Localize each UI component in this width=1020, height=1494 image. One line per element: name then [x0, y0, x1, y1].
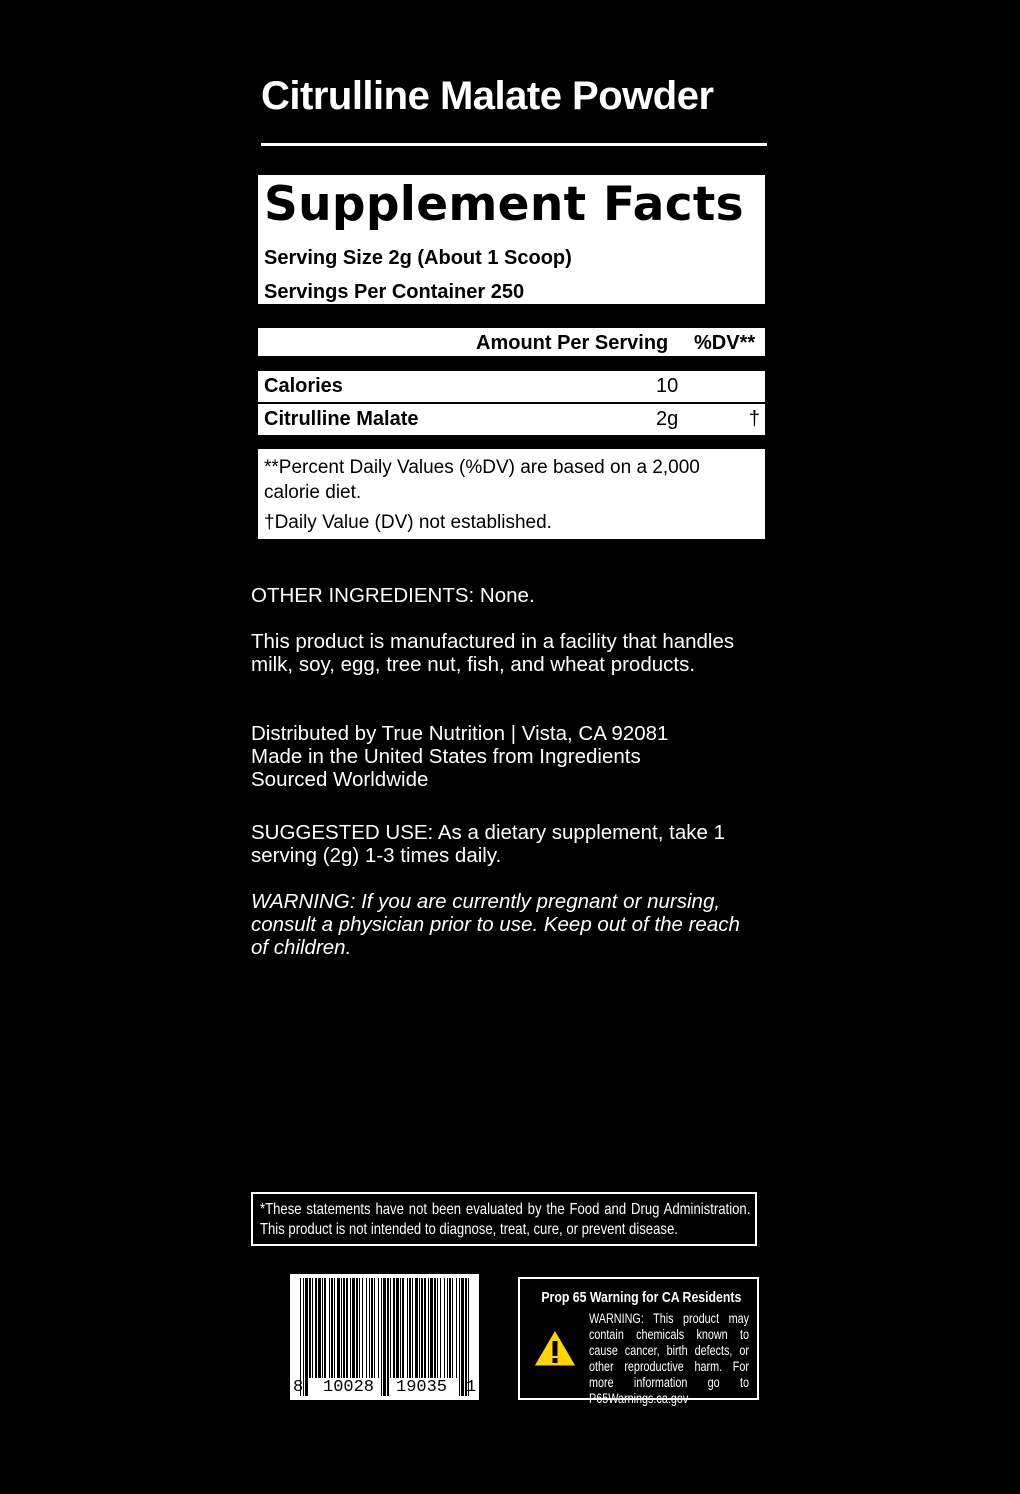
- barcode-bar: [461, 1278, 464, 1396]
- allergen-statement: This product is manufactured in a facility that handles milk, soy, egg, tree nut, fish, and wheat products.: [251, 630, 735, 676]
- barcode-bar: [421, 1278, 423, 1378]
- barcode-bar: [447, 1278, 448, 1378]
- nutrient-table: [258, 371, 765, 435]
- barcode: [290, 1274, 479, 1400]
- barcode-bar: [409, 1278, 411, 1378]
- fda-disclaimer-text: *These statements have not been evaluated by the Food and Drug Administration. This product is not intended to diagnose, treat, cure, or prevent disease.: [260, 1201, 751, 1238]
- barcode-bar: [374, 1278, 375, 1378]
- barcode-bar: [318, 1278, 321, 1378]
- barcode-group-2: 19035: [396, 1378, 448, 1397]
- barcode-bar: [324, 1278, 326, 1378]
- barcode-bar: [428, 1278, 429, 1378]
- barcode-bar: [362, 1278, 363, 1378]
- distributor-line: Distributed by True Nutrition | Vista, CA 92081: [251, 722, 669, 745]
- other-ingredients: OTHER INGREDIENTS: None.: [251, 584, 535, 607]
- barcode-bar: [352, 1278, 355, 1378]
- nutrient-name: Citrulline Malate: [264, 408, 419, 430]
- barcode-bar: [305, 1278, 308, 1396]
- fda-disclaimer-box: [251, 1192, 757, 1246]
- barcode-bar: [387, 1278, 389, 1396]
- barcode-bar: [444, 1278, 445, 1378]
- warning-statement: WARNING: If you are currently pregnant or nursing, consult a physician prior to use. Keep out of the reach of children.: [251, 890, 740, 959]
- nutrient-row: [258, 404, 765, 435]
- barcode-bar: [390, 1278, 391, 1378]
- prop65-warning-box: [518, 1277, 759, 1406]
- barcode-bar: [378, 1278, 379, 1378]
- barcode-bar: [341, 1278, 342, 1378]
- barcode-bar: [412, 1278, 413, 1378]
- barcode-bar: [415, 1278, 418, 1378]
- barcode-bar: [309, 1278, 311, 1378]
- barcode-bar: [393, 1278, 395, 1378]
- daily-value-footnote: **Percent Daily Values (%DV) are based on a 2,000 calorie diet.: [264, 457, 700, 503]
- prop65-text: WARNING: This product may contain chemicals known to cause cancer, birth defects, or other reproductive harm. For more information go to P65Warnings.ca.gov: [589, 1311, 749, 1406]
- nutrient-name: Calories: [264, 375, 343, 397]
- barcode-bar: [322, 1278, 323, 1378]
- barcode-bar: [459, 1278, 460, 1396]
- barcode-bar: [356, 1278, 358, 1378]
- barcode-bar: [366, 1278, 367, 1378]
- facts-footnotes: [258, 449, 765, 539]
- daily-value-label: %DV**: [694, 332, 756, 354]
- barcode-bar: [402, 1278, 404, 1378]
- barcode-bar: [381, 1278, 382, 1396]
- barcode-digit-right: 1: [466, 1378, 477, 1397]
- nutrient-row: [258, 371, 765, 402]
- barcode-bar: [452, 1278, 453, 1378]
- barcode-bar: [424, 1278, 426, 1378]
- barcode-bar: [419, 1278, 420, 1378]
- barcode-bar: [337, 1278, 340, 1378]
- barcode-bar: [343, 1278, 345, 1378]
- barcode-bar: [396, 1278, 399, 1378]
- barcode-bar: [334, 1278, 335, 1378]
- barcode-bar: [350, 1278, 351, 1378]
- barcode-bar: [331, 1278, 333, 1378]
- origin-line: Made in the United States from Ingredients Sourced Worldwide: [251, 745, 641, 791]
- barcode-bar: [315, 1278, 317, 1378]
- barcode-bar: [369, 1278, 370, 1378]
- barcode-bars-icon: [290, 1274, 479, 1400]
- barcode-bar: [400, 1278, 401, 1378]
- barcode-bar: [371, 1278, 373, 1378]
- title-divider: [261, 143, 767, 146]
- barcode-bar: [407, 1278, 408, 1378]
- dagger-footnote: †Daily Value (DV) not established.: [264, 512, 552, 533]
- barcode-bar: [346, 1278, 348, 1378]
- barcode-bar: [329, 1278, 330, 1378]
- barcode-group-1: 10028: [323, 1378, 375, 1397]
- supplement-facts-heading: Supplement Facts: [264, 177, 744, 232]
- amount-per-serving-label: Amount Per Serving: [476, 332, 669, 354]
- serving-size: Serving Size 2g (About 1 Scoop): [264, 247, 572, 269]
- barcode-bar: [449, 1278, 451, 1378]
- servings-per-container: Servings Per Container 250: [264, 281, 525, 303]
- barcode-bar: [456, 1278, 457, 1378]
- barcode-bar: [437, 1278, 438, 1378]
- barcode-bar: [359, 1278, 360, 1378]
- warning-triangle-icon: [532, 1328, 578, 1368]
- nutrient-amount: 10: [656, 375, 679, 397]
- prop65-title: Prop 65 Warning for CA Residents: [541, 1289, 742, 1306]
- barcode-bar: [312, 1278, 313, 1378]
- barcode-digit-left: 8: [293, 1378, 304, 1397]
- nutrient-amount: 2g: [656, 408, 679, 430]
- nutrient-dv: †: [748, 408, 760, 430]
- barcode-bar: [383, 1278, 386, 1396]
- amount-header-row: [258, 328, 765, 356]
- suggested-use: SUGGESTED USE: As a dietary supplement, take 1 serving (2g) 1-3 times daily.: [251, 821, 725, 867]
- barcode-bar: [434, 1278, 436, 1378]
- barcode-bar: [440, 1278, 441, 1378]
- barcode-bar: [430, 1278, 433, 1378]
- supplement-facts-header: [258, 175, 765, 304]
- distributor-info: [251, 722, 781, 791]
- product-title: Citrulline Malate Powder: [261, 74, 714, 118]
